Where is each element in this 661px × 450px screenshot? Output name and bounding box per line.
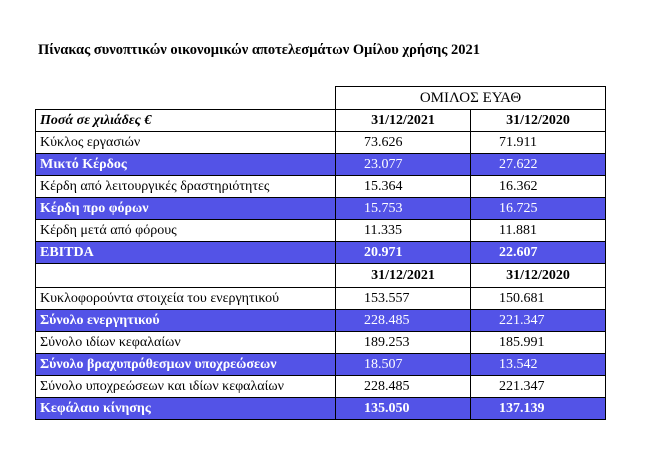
value-2020: 221.347 — [471, 376, 606, 398]
table-row — [36, 332, 606, 354]
document-title: Πίνακας συνοπτικών οικονομικών αποτελεσμάτων Ομίλου χρήσης 2021 — [38, 42, 480, 58]
empty-corner-cell — [36, 87, 336, 110]
value-2021: 18.507 — [336, 354, 471, 376]
row-label: Μικτό Κέρδος — [36, 154, 336, 176]
table-row — [36, 242, 606, 264]
value-2020: 150.681 — [471, 288, 606, 310]
column-header-row-2 — [36, 264, 606, 288]
value-2020: 22.607 — [471, 242, 606, 264]
value-2021: 11.335 — [336, 220, 471, 242]
value-2020: 13.542 — [471, 354, 606, 376]
table-row — [36, 220, 606, 242]
table-row — [36, 132, 606, 154]
table-row — [36, 310, 606, 332]
value-2021: 228.485 — [336, 376, 471, 398]
table-row — [36, 354, 606, 376]
value-2020: 185.991 — [471, 332, 606, 354]
column-header-row — [36, 110, 606, 132]
group-header-row — [36, 87, 606, 110]
table-row — [36, 176, 606, 198]
column-header-2020: 31/12/2020 — [471, 110, 606, 132]
value-2021: 228.485 — [336, 310, 471, 332]
table-row — [36, 198, 606, 220]
row-label: Σύνολο ιδίων κεφαλαίων — [36, 332, 336, 354]
row-label: Σύνολο βραχυπρόθεσμων υποχρεώσεων — [36, 354, 336, 376]
value-2020: 16.725 — [471, 198, 606, 220]
row-label: Κέρδη μετά από φόρους — [36, 220, 336, 242]
table-row — [36, 398, 606, 420]
row-label: Κέρδη προ φόρων — [36, 198, 336, 220]
row-label: Κεφάλαιο κίνησης — [36, 398, 336, 420]
column-header-2020: 31/12/2020 — [471, 264, 606, 288]
value-2021: 73.626 — [336, 132, 471, 154]
value-2020: 71.911 — [471, 132, 606, 154]
value-2020: 137.139 — [471, 398, 606, 420]
row-label: Σύνολο υποχρεώσεων και ιδίων κεφαλαίων — [36, 376, 336, 398]
row-label: Κύκλος εργασιών — [36, 132, 336, 154]
group-header: ΟΜΙΛΟΣ ΕΥΑΘ — [336, 87, 606, 110]
value-2020: 221.347 — [471, 310, 606, 332]
value-2020: 27.622 — [471, 154, 606, 176]
unit-label: Ποσά σε χιλιάδες € — [36, 110, 336, 132]
value-2021: 20.971 — [336, 242, 471, 264]
row-label: Σύνολο ενεργητικού — [36, 310, 336, 332]
value-2020: 16.362 — [471, 176, 606, 198]
value-2021: 15.753 — [336, 198, 471, 220]
table-row — [36, 376, 606, 398]
value-2021: 135.050 — [336, 398, 471, 420]
column-header-2021: 31/12/2021 — [336, 110, 471, 132]
row-label: Κυκλοφορούντα στοιχεία του ενεργητικού — [36, 288, 336, 310]
value-2020: 11.881 — [471, 220, 606, 242]
row-label: Κέρδη από λειτουργικές δραστηριότητες — [36, 176, 336, 198]
table-row — [36, 288, 606, 310]
blank-header-cell — [36, 264, 336, 288]
table-row — [36, 154, 606, 176]
value-2021: 189.253 — [336, 332, 471, 354]
column-header-2021: 31/12/2021 — [336, 264, 471, 288]
row-label: EBITDA — [36, 242, 336, 264]
financial-summary-table — [35, 86, 606, 420]
value-2021: 15.364 — [336, 176, 471, 198]
value-2021: 23.077 — [336, 154, 471, 176]
value-2021: 153.557 — [336, 288, 471, 310]
